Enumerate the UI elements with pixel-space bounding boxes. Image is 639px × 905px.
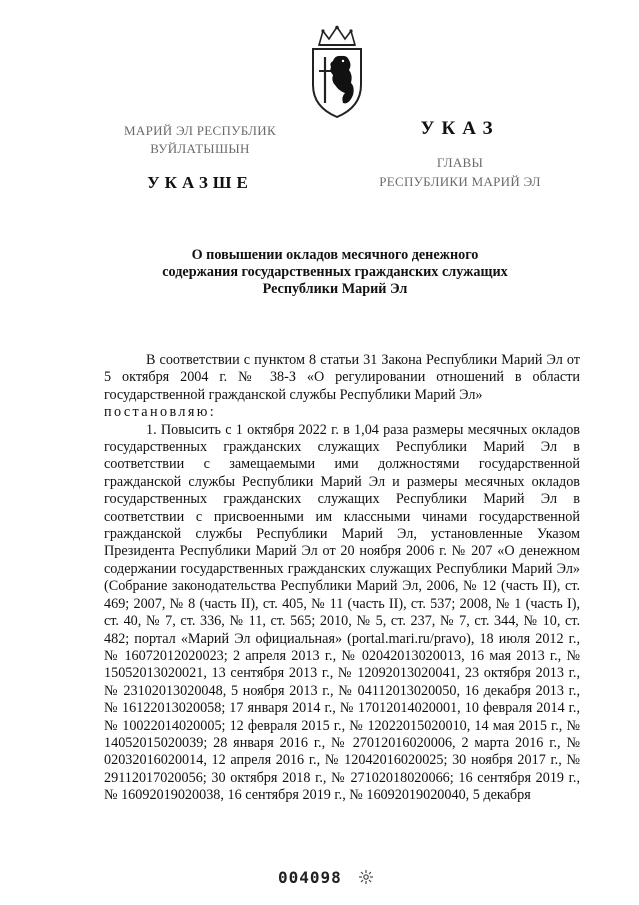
header-right-authority	[350, 153, 570, 191]
document-body	[104, 352, 580, 805]
header-left-line: ВУЙЛАТЫШЫН	[150, 141, 250, 156]
document-title	[120, 247, 550, 298]
form-serial-number: 004098	[278, 868, 342, 887]
decree-word: постановляю:	[104, 404, 217, 421]
ornament-mark-icon	[358, 869, 374, 885]
header-left-republic	[80, 122, 320, 158]
header-left-title: УКАЗШЕ	[147, 173, 253, 192]
intro-paragraph: В соответствии с пунктом 8 статьи 31 Закона Республики Марий Эл от 5 октября 2004 г. № 38-З «О регулировании отношений в области государственной гражданской службы Республики Марий Эл»	[104, 352, 580, 403]
header-right-line: РЕСПУБЛИКИ МАРИЙ ЭЛ	[379, 174, 541, 189]
item-1-paragraph: 1. Повысить с 1 октября 2022 г. в 1,04 раза размеры месячных окладов государственных гражданских служащих Республики Марий Эл в соответствии с замещаемыми ими должностями государственной гражданской службы Республики Марий Эл и размеры месячных окладов государственных гражданских служащих Республики Марий Эл в соответствии с присвоенными им классными чинами государственной гражданской службы Республики Марий Эл, установленные Указом Президента Республики Марий Эл от 20 ноября 2006 г. № 207 «О денежном содержании государственных гражданских служащих Республики Марий Эл» (Собрание законодательства Республики Марий Эл, 2006, № 12 (часть II), ст. 469; 2007, № 8 (часть II), ст. 405, № 11 (часть II), ст. 537; 2008, № 1 (часть I), ст. 40, № 7, ст. 336, № 11, ст. 565; 2010, № 5, ст. 237, № 7, ст. 344, № 10, ст. 482; портал «Марий Эл официальная» (portal.mari.ru/pravo), 18 июля 2012 г., № 16072012020023; 2 апреля 2013 г., № 02042013020013, 16 мая 2013 г., № 15052013020021, 13 сентября 2013 г., № 12092013020041, 23 октября 2013 г., № 23102013020048, 5 ноября 2013 г., № 04112013020050, 16 декабря 2013 г., № 16122013020058; 17 января 2014 г., № 17012014020001, 10 февраля 2014 г., № 10022014020005; 12 февраля 2015 г., № 12022015020010, 14 мая 2015 г., № 14052015020039; 28 января 2016 г., № 27012016020006, 2 марта 2016 г., № 02032016020014, 12 апреля 2016 г., № 12042016020025; 30 ноября 2017 г., № 29112017020056; 30 октября 2018 г., № 27102018020066; 16 сентября 2019 г., № 16092019020038, 16 сентября 2019 г., № 16092019020040, 5 декабря	[104, 421, 580, 804]
title-line: содержания государственных гражданских служащих	[162, 264, 508, 280]
title-line: О повышении окладов месячного денежного	[191, 247, 479, 263]
header-right-title: УКАЗ	[420, 118, 500, 139]
header-right-line: ГЛАВЫ	[436, 155, 484, 170]
title-line: Республики Марий Эл	[262, 281, 408, 297]
header-left-line: МАРИЙ ЭЛ РЕСПУБЛИК	[124, 123, 276, 138]
coat-of-arms-bear-icon	[305, 25, 369, 121]
